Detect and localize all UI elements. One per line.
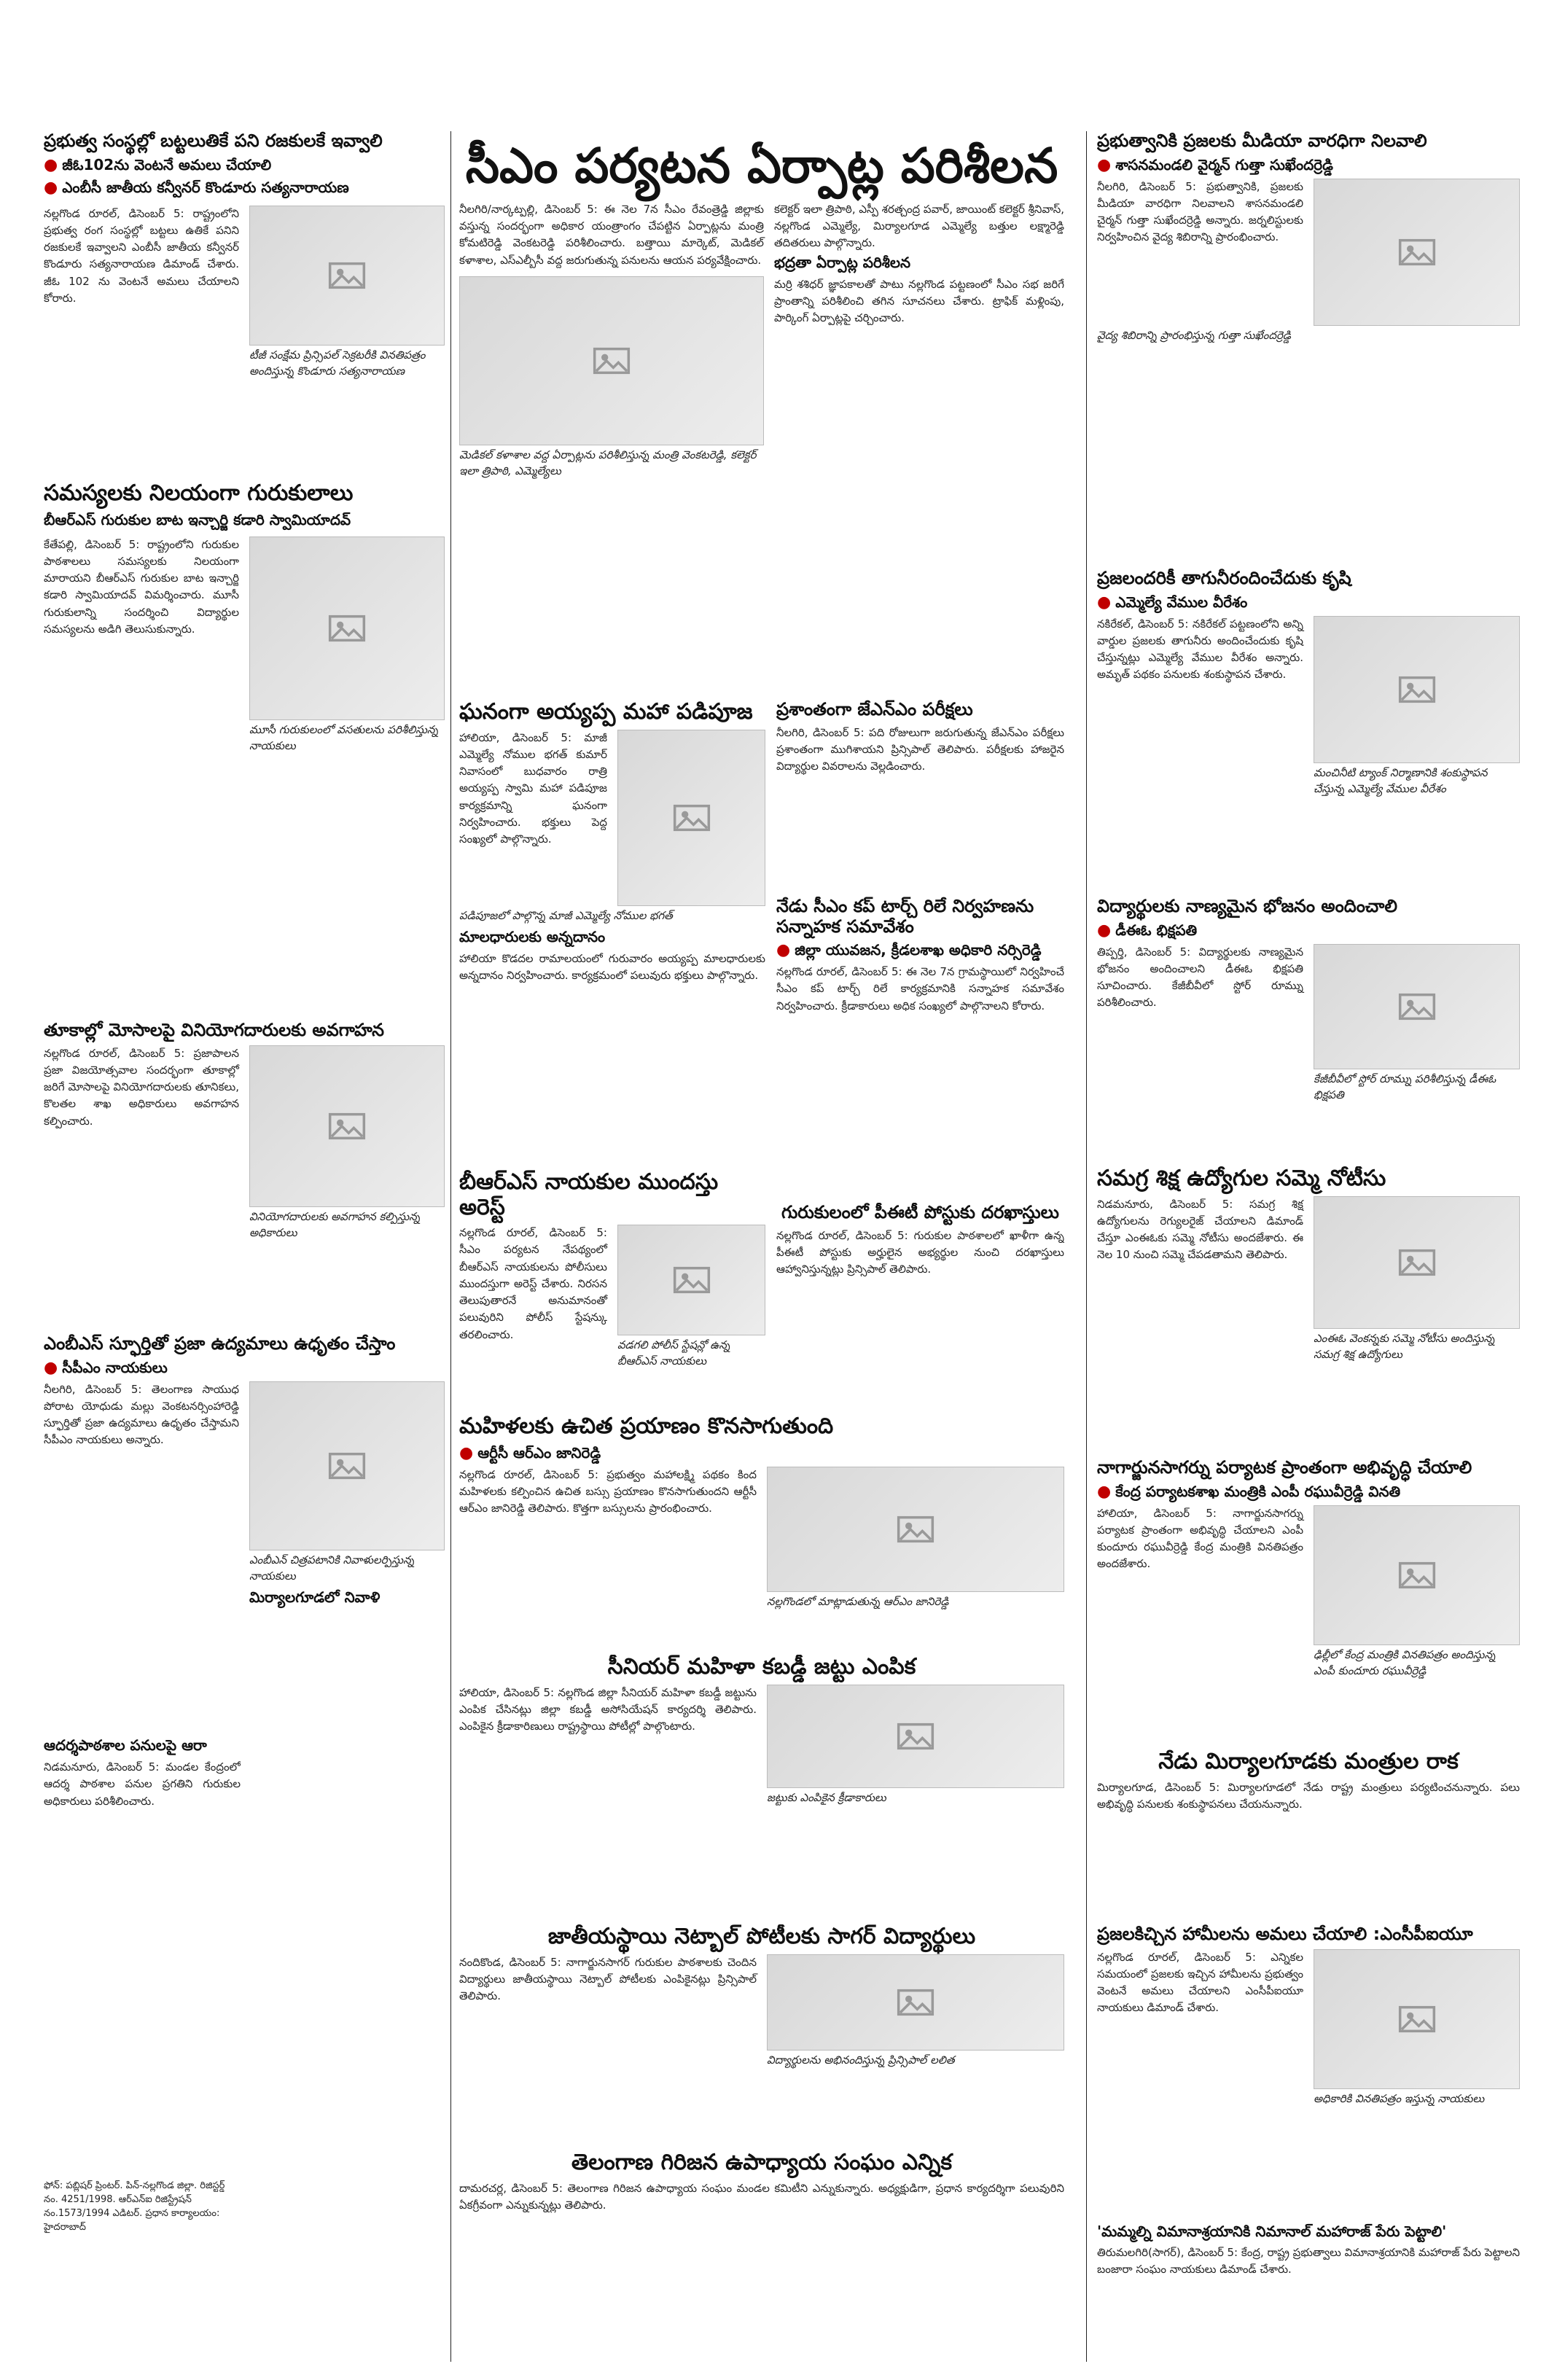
headline: సమస్యలకు నిలయంగా గురుకులాలు <box>44 481 354 506</box>
news-photo <box>1314 1949 1520 2089</box>
photo-caption: మెడికల్ కళాశాల వద్ద ఏర్పాట్లను పరిశీలిస్తున్న మంత్రి వెంకటరెడ్డి, కలెక్టర్ ఇలా త్రిపాఠి, ఎమ్మెల్యేలు <box>459 448 757 477</box>
subhead: మాలధారులకు అన్నదానం <box>459 927 606 945</box>
photo-icon <box>671 1260 712 1300</box>
headline: గురుకులంలో పీఈటీ పోస్టుకు దరఖాస్తులు <box>781 1203 1059 1222</box>
photo-icon <box>1397 1555 1437 1596</box>
headline: 'మమ్మల్ని విమానాశ్రయానికి నిమానాల్ మహారాజ్ పేరు పెట్టాలి' <box>1097 2223 1447 2240</box>
article-sagar-tourism <box>1097 1458 1520 1749</box>
photo-caption: కేజీబీవీలో స్టోర్ రూమ్ను పరిశీలిస్తున్న డీఈఓ భిక్షపతి <box>1314 1072 1496 1101</box>
article-body: నల్లగొండ రూరల్, డిసెంబర్ 5: గురుకుల పాఠశాలలో ఖాళీగా ఉన్న పీఈటీ పోస్టుకు అర్హులైన అభ్యర్థుల నుంచి దరఖాస్తులు ఆహ్వానిస్తున్నట్లు ప్రిన్సిపాల్ తెలిపారు. <box>776 1228 1064 1276</box>
lead-story <box>459 138 1064 678</box>
article-body: నిడమనూరు, డిసెంబర్ 5: మండల కేంద్రంలో ఆదర్శ పాఠశాల పనుల ప్రగతిని గురుకుల అధికారులు పరిశీలించారు. <box>44 1760 241 1808</box>
photo-icon <box>327 1445 367 1486</box>
photo-icon <box>895 1982 936 2023</box>
article-ministers-visit <box>1097 1749 1520 1917</box>
photo-icon <box>1397 986 1437 1027</box>
imprint-block: ఫోన్: పబ్లిషర్ ప్రింటర్. పిన్-నల్లగొండ జిల్లా. రిజిస్టర్డ్ నం. 4251/1998. ఆర్ఎన్ఐ రిజిస్ట్రేషన్ నం.1573/1994 ఎడిటర్. ప్రధాన కార్యాలయం: హైదరాబాద్ <box>44 2180 225 2233</box>
article-body: తిరుమలగిరి(సాగర్), డిసెంబర్ 5: కేంద్ర, రాష్ట్ర ప్రభుత్వాలు విమానాశ్రయానికి మహారాజ్ పేరు పెట్టాలని బంజారా సంఘం నాయకులు డిమాండ్ చేశారు. <box>1097 2246 1520 2276</box>
article-body: నీలగిరి, డిసెంబర్ 5: పది రోజులుగా జరుగుతున్న జేఎన్ఎం పరీక్షలు ప్రశాంతంగా ముగిశాయని ప్రిన్సిపాల్ తెలిపారు. పరీక్షలకు హాజరైన విద్యార్థుల వివరాలను వెల్లడించారు. <box>776 725 1064 773</box>
article-netball <box>459 1924 1064 2136</box>
headline: నాగార్జునసాగర్ను పర్యాటక ప్రాంతంగా అభివృద్ధి చేయాలి <box>1097 1458 1472 1478</box>
headline: ఘనంగా అయ్యప్ప మహా పడిపూజ <box>459 700 753 725</box>
news-photo <box>767 1467 1064 1592</box>
bullet-text: డీఈఓ భిక్షపతి <box>1115 921 1198 939</box>
photo-icon <box>895 1716 936 1757</box>
subhead: మిర్యాలగూడలో నివాళి <box>249 1588 381 1606</box>
article-media <box>1097 131 1520 561</box>
photo-caption: టీజీ సంక్షేమ ప్రిన్సిపల్ సెక్రటరీకి వినతిపత్రం అందిస్తున్న కొండూరు సత్యనారాయణ <box>249 348 426 378</box>
lead-photo <box>459 276 764 445</box>
photo-caption: జట్టుకు ఎంపికైన క్రీడాకారులు <box>767 1790 886 1804</box>
article-body: నల్లగొండ రూరల్, డిసెంబర్ 5: ప్రభుత్వం మహాలక్ష్మి పథకం కింద మహిళలకు కల్పించిన ఉచిత బస్సు ప్రయాణం కొనసాగుతుందని ఆర్టీసీ ఆర్ఎం జానిరెడ్డి తెలిపారు. కొత్తగా బస్సులను ప్రారంభించారు. <box>459 1467 757 1515</box>
photo-icon <box>591 340 632 381</box>
bullet-text: ఆర్టీసీ ఆర్ఎం జానిరెడ్డి <box>477 1443 601 1462</box>
article-body: దామరచర్ల, డిసెంబర్ 5: తెలంగాణ గిరిజన ఉపాధ్యాయ సంఘం మండల కమిటీని ఎన్నుకున్నారు. అధ్యక్షుడిగా, ప్రధాన కార్యదర్శిగా పలువురిని ఏకగ్రీవంగా ఎన్నుకున్నట్లు తెలిపారు. <box>459 2181 1064 2212</box>
headline: ప్రశాంతంగా జేఎన్ఎం పరీక్షలు <box>776 700 973 719</box>
article-body: నీలగిరి, డిసెంబర్ 5: ప్రభుత్వానికి, ప్రజలకు మీడియా వారధిగా నిలవాలని శాసనమండలి చైర్మన్ గుత్తా సుఖేందర్రెడ్డి అన్నారు. జర్నలిస్టులకు నిర్వహించిన వైద్య శిబిరాన్ని ప్రారంభించారు. <box>1097 179 1303 244</box>
news-photo <box>249 1381 445 1550</box>
headline: సమగ్ర శిక్ష ఉద్యోగుల సమ్మె నోటీసు <box>1097 1166 1386 1191</box>
bullet-icon: ● <box>1097 155 1112 174</box>
news-photo <box>249 537 445 720</box>
headline: మహిళలకు ఉచిత ప్రయాణం కొనసాగుతుంది <box>459 1414 834 1439</box>
headline: ప్రజలందరికీ తాగునీరందించేదుకు కృషి <box>1097 569 1351 588</box>
photo-caption: పడిపూజలో పాల్గొన్న మాజీ ఎమ్మెల్యే నోముల భగత్ <box>459 908 673 922</box>
photo-caption: మూసీ గురుకులంలో వసతులను పరిశీలిస్తున్న నాయకులు <box>249 722 438 752</box>
column-rule <box>1086 131 1087 2362</box>
news-photo <box>617 730 765 906</box>
photo-icon <box>327 608 367 649</box>
bullet-text: జిల్లా యువజన, క్రీడలశాఖ అధికారి నర్సిరెడ్డి <box>795 941 1042 959</box>
photo-icon <box>671 797 712 838</box>
bullet-text: ఎమ్మెల్యే వేముల వీరేశం <box>1115 593 1248 611</box>
subhead: భద్రతా ఏర్పాట్ల పరిశీలన <box>773 253 911 271</box>
article-body-continued: మర్రి శశిధర్ జ్ఞాపకాలతో పాటు నల్లగొండ పట్టణంలో సీఎం సభ జరిగే ప్రాంతాన్ని పరిశీలించి తగిన సూచనలు చేశారు. ట్రాఫిక్ మళ్లింపు, పార్కింగ్ ఏర్పాట్లపై చర్చించారు. <box>773 277 1064 325</box>
article-drinking-water <box>1097 569 1520 889</box>
bullet-icon: ● <box>1097 593 1112 612</box>
article-adarsha <box>44 1735 241 1924</box>
headline: బీఆర్ఎస్ నాయకుల ముందస్తు అరెస్ట్ <box>459 1170 719 1220</box>
photo-icon <box>1397 232 1437 273</box>
news-photo <box>1314 616 1520 763</box>
article-ayyappa <box>459 700 765 1166</box>
headline: నేడు సీఎం కప్ టార్చ్ రిలే నిర్వహణను సన్నాహక సమావేశం <box>776 897 1034 937</box>
photo-icon <box>327 255 367 296</box>
photo-icon <box>1397 1999 1437 2040</box>
bullet-icon: ● <box>776 941 791 960</box>
news-photo <box>767 1954 1064 2051</box>
photo-caption: ఎంబీఎన్ చిత్రపటానికి నివాళులర్పిస్తున్న నాయకులు <box>249 1553 415 1583</box>
headline: సీనియర్ మహిళా కబడ్డీ జట్టు ఎంపిక <box>607 1655 916 1679</box>
photo-caption: ఢిల్లీలో కేంద్ర మంత్రికి వినతిపత్రం అందిస్తున్న ఎంపీ కుందూరు రఘువీర్రెడ్డి <box>1314 1647 1496 1677</box>
article-body: మిర్యాలగూడ, డిసెంబర్ 5: మిర్యాలగూడలో నేడు రాష్ట్ర మంత్రులు పర్యటించనున్నారు. పలు అభివృద్ధి పనులకు శంకుస్థాపనలు చేయనున్నారు. <box>1097 1780 1520 1811</box>
article-cm-cup <box>776 897 1064 1195</box>
bullet-icon: ● <box>44 1358 58 1377</box>
left-column <box>44 131 445 2362</box>
headline: ప్రజలకిచ్చిన హామీలను అమలు చేయాలి :ఎంసీపీఐయూ <box>1097 1924 1473 1944</box>
news-photo <box>1314 179 1520 326</box>
headline: ప్రభుత్వానికి ప్రజలకు మీడియా వారధిగా నిలవాలి <box>1097 131 1427 151</box>
bullet-text: శాసనమండలి వైర్మన్ గుత్తా సుఖేందర్రెడ్డి <box>1115 155 1333 173</box>
article-body-continued: హాలియా కొడదల రామాలయంలో గురువారం అయ్యప్ప మాలధారులకు అన్నదానం నిర్వహించారు. కార్యక్రమంలో పలువురు భక్తులు పాల్గొన్నారు. <box>459 951 765 982</box>
headline: విద్యార్థులకు నాణ్యమైన భోజనం అందించాలి <box>1097 897 1397 916</box>
news-photo <box>249 1045 445 1207</box>
bullet-icon: ● <box>1097 1482 1112 1501</box>
photo-caption: నల్లగొండలో మాట్లాడుతున్న ఆర్ఎం జానిరెడ్డి <box>767 1594 949 1608</box>
article-gurukulalu <box>44 481 445 889</box>
article-brs-arrest <box>459 1170 765 1411</box>
headline: జాతీయస్థాయి నెట్బాల్ పోటీలకు సాగర్ విద్యార్థులు <box>547 1924 976 1949</box>
article-mbs <box>44 1334 445 1728</box>
photo-caption: వడగలి పోలీస్ స్టేషన్లో ఉన్న బీఆర్ఎస్ నాయకులు <box>617 1338 730 1367</box>
bullet-text: సీపీఎం నాయకులు <box>62 1358 168 1376</box>
article-body: నల్లగొండ రూరల్, డిసెంబర్ 5: ప్రజాపాలన ప్రజా విజయోత్సవాల సందర్భంగా తూకాల్లో జరిగే మోసాలపై వినియోగదారులకు తూనికలు, కొలతల శాఖ అధికారులు అవగాహన కల్పించారు. <box>44 1046 239 1128</box>
article-body: హాలియా, డిసెంబర్ 5: నాగార్జునసాగర్ను పర్యాటక ప్రాంతంగా అభివృద్ధి చేయాలని ఎంపీ కుందూరు రఘువీర్రెడ్డి కేంద్ర మంత్రికి వినతిపత్రం అందజేశారు. <box>1097 1506 1303 1571</box>
photo-icon <box>1397 1242 1437 1283</box>
article-body: నీలగిరి/నార్కట్పల్లి, డిసెంబర్ 5: ఈ నెల 7న సీఎం రేవంత్రెడ్డి జిల్లాకు వస్తున్న సందర్భంగా అధికార యంత్రాంగం చేపట్టిన ఏర్పాట్లను మంత్రి కోమటిరెడ్డి వెంకటరెడ్డి పరిశీలించారు. బత్తాయి మార్కెట్, మెడికల్ కళాశాల, ఎస్ఎల్బీసీ వద్ద జరుగుతున్న పనులను ఆయన పర్యవేక్షించారు. <box>459 202 764 267</box>
bullet-icon: ● <box>459 1443 474 1462</box>
photo-icon <box>1397 669 1437 710</box>
article-kabaddi <box>459 1655 1064 1917</box>
right-column <box>1097 131 1520 2362</box>
headline: తూకాల్లో మోసాలపై వినియోగదారులకు అవగాహన <box>44 1021 384 1040</box>
photo-caption: మంచినీటి ట్యాంక్ నిర్మాణానికి శంకుస్థాపన చేస్తున్న ఎమ్మెల్యే వేముల వీరేశం <box>1314 765 1488 795</box>
photo-caption: వైద్య శిబిరాన్ని ప్రారంభిస్తున్న గుత్తా సుఖేందర్రెడ్డి <box>1097 328 1291 342</box>
photo-icon <box>895 1509 936 1550</box>
article-jnm-exams <box>776 700 1064 889</box>
article-body: నందికొండ, డిసెంబర్ 5: నాగార్జునసాగర్ గురుకుల పాఠశాలకు చెందిన విద్యార్థులు జాతీయస్థాయి నెట్బాల్ పోటీలకు ఎంపికైనట్లు ప్రిన్సిపాల్ తెలిపారు. <box>459 1955 757 2002</box>
article-body: తిప్పర్తి, డిసెంబర్ 5: విద్యార్థులకు నాణ్యమైన భోజనం అందించాలని డీఈఓ భిక్షపతి సూచించారు. కేజీబీవీలో స్టోర్ రూమ్ను పరిశీలించారు. <box>1097 945 1303 1010</box>
article-quality-food <box>1097 897 1520 1159</box>
headline: నేడు మిర్యాలగూడకు మంత్రుల రాక <box>1158 1749 1459 1774</box>
photo-caption: వినియోగదారులకు అవగాహన కల్పిస్తున్న అధికారులు <box>249 1209 421 1239</box>
news-photo <box>1314 1505 1520 1645</box>
article-body: నిడమనూరు, డిసెంబర్ 5: సమగ్ర శిక్ష ఉద్యోగులను రెగ్యులరైజ్ చేయాలని డిమాండ్ చేస్తూ ఎంఈఓకు సమ్మె నోటీసు అందజేశారు. ఈ నెల 10 నుంచి సమ్మె చేపడతామని తెలిపారు. <box>1097 1197 1303 1262</box>
article-body-continued: కలెక్టర్ ఇలా త్రిపాఠి, ఎస్పీ శరత్చంద్ర పవార్, జాయింట్ కలెక్టర్ శ్రీనివాస్, నల్లగొండ ఎమ్మెల్యే, మిర్యాలగూడ ఎమ్మెల్యే బత్తుల లక్ష్మారెడ్డి తదితరులు పాల్గొన్నారు. <box>773 202 1064 250</box>
article-body: నల్లగొండ రూరల్, డిసెంబర్ 5: ఈ నెల 7న గ్రామస్థాయిలో నిర్వహించే సీఎం కప్ టార్చ్ రిలే కార్యక్రమానికి సన్నాహక సమావేశం నిర్వహించారు. క్రీడాకారులు అధిక సంఖ్యలో పాల్గొనాలని కోరారు. <box>776 965 1064 1013</box>
article-strike-notice <box>1097 1166 1520 1458</box>
headline: ఆదర్శపాఠశాల పనులపై ఆరా <box>44 1736 207 1754</box>
article-body: నకిరేకల్, డిసెంబర్ 5: నకిరేకల్ పట్టణంలోని అన్ని వార్డుల ప్రజలకు తాగునీరు అందించేందుకు కృషి చేస్తున్నట్లు ఎమ్మెల్యే వేముల వీరేశం అన్నారు. అమృత్ పథకం పనులకు శంకుస్థాపన చేశారు. <box>1097 617 1303 682</box>
article-maharaj-name <box>1097 2223 1520 2362</box>
news-photo <box>249 206 445 346</box>
byline: బీఆర్ఎస్ గురుకుల బాట ఇన్చార్జి కడారి స్వామియాదవ్ <box>44 510 351 528</box>
bullet-text: ఎంబీసీ జాతీయ కన్వీనర్ కొండూరు సత్యనారాయణ <box>62 178 349 196</box>
bullet-icon: ● <box>1097 921 1112 940</box>
headline: ఎంబీఎస్ స్ఫూర్తితో ప్రజా ఉద్యమాలు ఉధృతం చేస్తాం <box>44 1334 396 1354</box>
lead-headline: సీఎం పర్యటన ఏర్పాట్ల పరిశీలన <box>465 138 1058 194</box>
news-photo <box>1314 1196 1520 1329</box>
headline: ప్రభుత్వ సంస్థల్లో బట్టలుతికే పని రజకులకే ఇవ్వాలి <box>44 131 383 151</box>
news-photo <box>617 1225 765 1335</box>
article-body: నల్లగొండ రూరల్, డిసెంబర్ 5: రాష్ట్రంలోని ప్రభుత్వ రంగ సంస్థల్లో బట్టలు ఉతికే పనిని రజకులకే ఇవ్వాలని ఎంబీసీ జాతీయ కన్వీనర్ కొండూరు సత్యనారాయణ డిమాండ్ చేశారు. జీఓ 102 ను వెంటనే అమలు చేయాలని కోరారు. <box>44 206 239 305</box>
photo-caption: ఎంఈఓ వెంకన్నకు సమ్మె నోటీసు అందిస్తున్న సమగ్ర శిక్ష ఉద్యోగులు <box>1314 1331 1495 1361</box>
article-body: నల్లగొండ రూరల్, డిసెంబర్ 5: సీఎం పర్యటన నేపథ్యంలో బీఆర్ఎస్ నాయకులను పోలీసులు ముందస్తుగా అరెస్ట్ చేశారు. నిరసన తెలుపుతారనే అనుమానంతో పలువురిని పోలీస్ స్టేషన్కు తరలించారు. <box>459 1226 607 1341</box>
article-mcpiu <box>1097 1924 1520 2216</box>
news-photo <box>1314 944 1520 1069</box>
photo-icon <box>327 1106 367 1147</box>
article-pet-post <box>776 1203 1064 1392</box>
article-body: హాలియా, డిసెంబర్ 5: మాజీ ఎమ్మెల్యే నోముల భగత్ కుమార్ నివాసంలో బుధవారం రాత్రి అయ్యప్ప స్వామి మహా పడిపూజ కార్యక్రమాన్ని ఘనంగా నిర్వహించారు. భక్తులు పెద్ద సంఖ్యలో పాల్గొన్నారు. <box>459 730 607 846</box>
photo-caption: అధికారికి వినతిపత్రం ఇస్తున్న నాయకులు <box>1314 2091 1485 2105</box>
bullet-icon: ● <box>44 178 58 197</box>
news-photo <box>767 1685 1064 1788</box>
bullet-text: కేంద్ర పర్యాటకశాఖ మంత్రికి ఎంపీ రఘువీర్రెడ్డి వినతి <box>1115 1482 1401 1500</box>
photo-caption: విద్యార్థులను అభినందిస్తున్న ప్రిన్సిపాల్ లలిత <box>767 2053 955 2067</box>
article-body: నల్లగొండ రూరల్, డిసెంబర్ 5: ఎన్నికల సమయంలో ప్రజలకు ఇచ్చిన హామీలను ప్రభుత్వం వెంటనే అమలు చేయాలని ఎంసీపీఐయూ నాయకులు డిమాండ్ చేశారు. <box>1097 1950 1303 2015</box>
bullet-text: జీఓ102ను వెంటనే అమలు చేయాలి <box>62 155 272 173</box>
article-body: నీలగిరి, డిసెంబర్ 5: తెలంగాణ సాయుధ పోరాట యోధుడు మల్లు వెంకటనర్సింహారెడ్డి స్ఫూర్తితో ప్రజా ఉద్యమాలు ఉధృతం చేస్తామని సీపీఎం నాయకులు అన్నారు. <box>44 1382 239 1447</box>
article-rajaka <box>44 131 445 474</box>
article-body: హాలియా, డిసెంబర్ 5: నల్లగొండ జిల్లా సీనియర్ మహిళా కబడ్డీ జట్టును ఎంపిక చేసినట్లు జిల్లా కబడ్డీ అసోసియేషన్ కార్యదర్శి తెలిపారు. ఎంపికైన క్రీడాకారిణులు రాష్ట్రస్థాయి పోటీల్లో పాల్గొంటారు. <box>459 1685 757 1733</box>
bullet-icon: ● <box>44 155 58 174</box>
headline: తెలంగాణ గిరిజన ఉపాధ్యాయ సంఘం ఎన్నిక <box>571 2150 953 2175</box>
article-tukalu <box>44 1021 445 1341</box>
article-teachers-union <box>459 2150 1064 2318</box>
article-mahila <box>459 1414 1064 1640</box>
column-rule <box>450 131 451 2362</box>
article-body: కేతేపల్లి, డిసెంబర్ 5: రాష్ట్రంలోని గురుకుల పాఠశాలలు సమస్యలకు నిలయంగా మారాయని బీఆర్ఎస్ గురుకుల బాట ఇన్చార్జి కడారి స్వామియాదవ్ విమర్శించారు. మూసీ గురుకులాన్ని సందర్శించి విద్యార్థుల సమస్యలను అడిగి తెలుసుకున్నారు. <box>44 537 239 636</box>
